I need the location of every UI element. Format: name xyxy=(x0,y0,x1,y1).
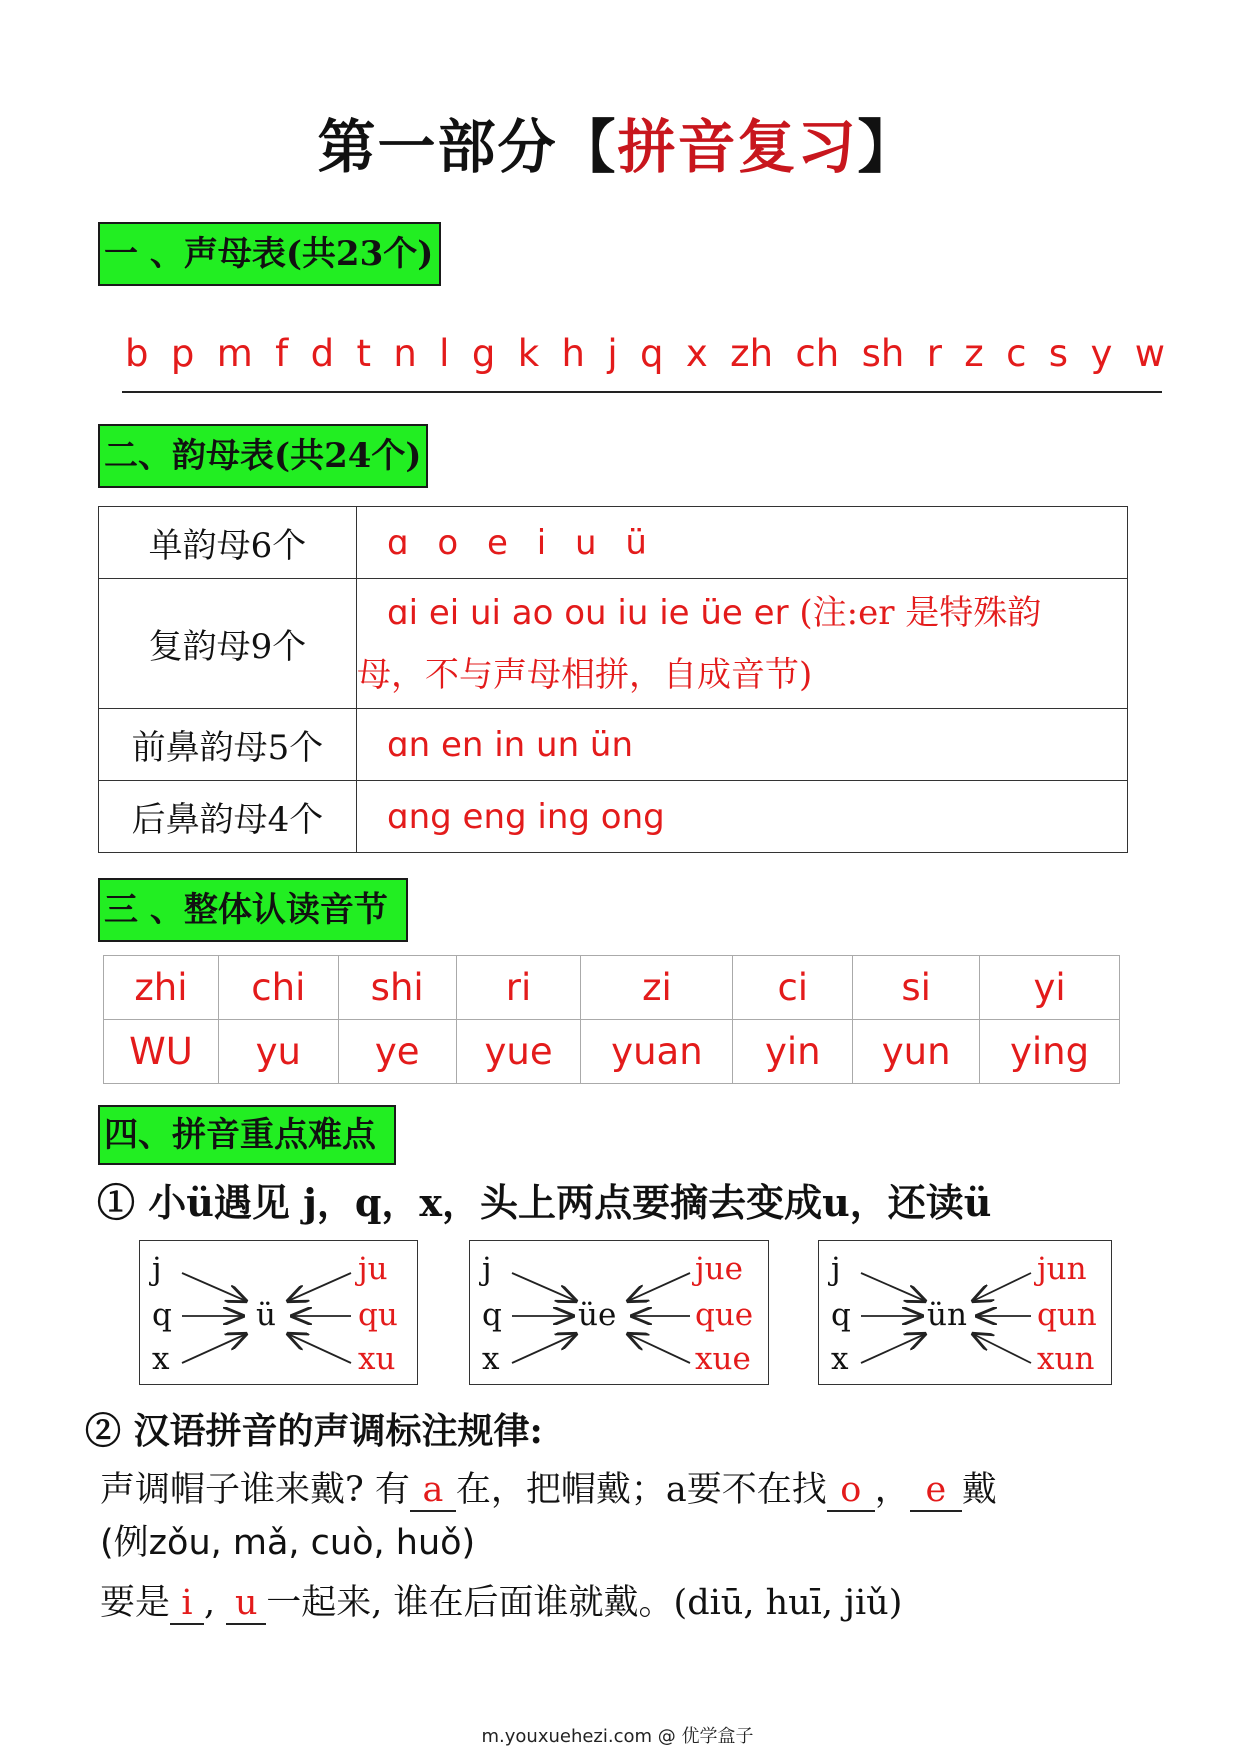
center-final: ün xyxy=(927,1297,967,1333)
initial-item: m xyxy=(216,332,253,375)
syllable-cell: ri xyxy=(456,956,581,1020)
initial-item: k xyxy=(517,332,540,375)
syllable-cell: yue xyxy=(456,1020,581,1084)
whole-syllables-table xyxy=(103,955,1120,1084)
initial-j: j xyxy=(152,1251,162,1287)
finals-value: ɑn en in un ün xyxy=(357,709,1128,781)
syllable-cell: yuan xyxy=(581,1020,733,1084)
initial-item: g xyxy=(471,332,496,375)
initial-item: z xyxy=(964,332,984,375)
initials-underline xyxy=(122,391,1162,393)
result-syllable: xue xyxy=(695,1341,751,1377)
result-syllable: qun xyxy=(1037,1297,1097,1333)
syllable-cell: yi xyxy=(980,956,1120,1020)
umlaut-rule-box xyxy=(469,1240,769,1385)
finals-value: ɑng eng ing ong xyxy=(357,781,1128,853)
initials-list xyxy=(125,332,1165,375)
center-final: üe xyxy=(578,1297,617,1333)
table-row xyxy=(99,507,1128,579)
result-syllable: que xyxy=(695,1297,754,1333)
initial-item: q xyxy=(640,332,664,375)
initial-item: w xyxy=(1134,332,1165,375)
footer-watermark: m.youxuehezi.com @ 优学盒子 xyxy=(481,1726,754,1747)
initial-item: h xyxy=(561,332,585,375)
page-title: 第一部分【拼音复习】 xyxy=(317,113,918,181)
answer-blank: i xyxy=(170,1583,204,1625)
initial-x: x xyxy=(152,1341,170,1377)
tone-rule-line-1: 声调帽子谁来戴? 有 a 在，把帽戴；a要不在找 o ， e 戴 xyxy=(100,1470,997,1510)
section-heading-key-points: 四、拼音重点难点 xyxy=(98,1105,396,1165)
umlaut-rule-box xyxy=(818,1240,1112,1385)
table-row xyxy=(104,1020,1120,1084)
initial-q: q xyxy=(152,1297,172,1333)
table-row xyxy=(104,956,1120,1020)
umlaut-rule-box xyxy=(139,1240,418,1385)
syllable-cell: zi xyxy=(581,956,733,1020)
result-syllable: jun xyxy=(1037,1251,1087,1287)
syllable-cell: ye xyxy=(338,1020,456,1084)
result-syllable: xu xyxy=(358,1341,396,1377)
tone-rule-line-3: 要是 i , u 一起来, 谁在后面谁就戴。(diū, huī, jiǔ) xyxy=(100,1583,903,1623)
result-syllable: ju xyxy=(358,1251,388,1287)
finals-label: 单韵母6个 xyxy=(99,507,357,579)
table-row xyxy=(99,781,1128,853)
section-heading-finals: 二、韵母表(共24个) xyxy=(98,424,428,488)
initial-item: d xyxy=(310,332,335,375)
tone-rule-examples: (例zǒu, mǎ, cuò, huǒ) xyxy=(100,1523,476,1563)
initial-x: x xyxy=(482,1341,500,1377)
initial-item: p xyxy=(170,332,195,375)
initial-item: zh xyxy=(730,332,774,375)
finals-value: ɑ o e i u ü xyxy=(357,507,1128,579)
syllable-cell: ying xyxy=(980,1020,1120,1084)
section-heading-whole-syllables: 三 、整体认读音节 xyxy=(98,878,408,942)
finals-label: 后鼻韵母4个 xyxy=(99,781,357,853)
initial-item: j xyxy=(607,332,618,375)
initial-x: x xyxy=(831,1341,849,1377)
syllable-cell: yun xyxy=(853,1020,980,1084)
result-syllable: qu xyxy=(358,1297,398,1333)
initial-item: s xyxy=(1048,332,1069,375)
finals-label: 复韵母9个 xyxy=(99,579,357,709)
initial-item: f xyxy=(275,332,289,375)
initial-item: n xyxy=(393,332,417,375)
answer-blank: e xyxy=(910,1470,962,1512)
syllable-cell: yu xyxy=(218,1020,338,1084)
syllable-cell: chi xyxy=(218,956,338,1020)
center-final: ü xyxy=(256,1297,276,1333)
answer-blank: a xyxy=(410,1470,456,1512)
section-heading-initials: 一 、声母表(共23个) xyxy=(98,222,441,286)
answer-blank: o xyxy=(827,1470,875,1512)
initial-j: j xyxy=(482,1251,492,1287)
result-syllable: xun xyxy=(1037,1341,1095,1377)
initial-item: b xyxy=(125,332,149,375)
initial-item: ch xyxy=(795,332,840,375)
result-syllable: jue xyxy=(695,1251,743,1287)
rule1-text: ① 小ü遇见 j，q，x，头上两点要摘去变成u，还读ü xyxy=(97,1180,992,1225)
initial-q: q xyxy=(831,1297,851,1333)
syllable-cell: ci xyxy=(733,956,853,1020)
initial-item: r xyxy=(926,332,942,375)
finals-label: 前鼻韵母5个 xyxy=(99,709,357,781)
initial-item: t xyxy=(356,332,371,375)
table-row xyxy=(99,709,1128,781)
table-row xyxy=(99,579,1128,709)
answer-blank: u xyxy=(226,1583,266,1625)
initial-item: sh xyxy=(861,332,905,375)
syllable-cell: WU xyxy=(104,1020,219,1084)
rule2-heading: ② 汉语拼音的声调标注规律: xyxy=(85,1410,543,1452)
syllable-cell: zhi xyxy=(104,956,219,1020)
syllable-cell: yin xyxy=(733,1020,853,1084)
initial-item: l xyxy=(439,332,450,375)
initial-item: x xyxy=(685,332,708,375)
finals-table xyxy=(98,506,1128,853)
syllable-cell: si xyxy=(853,956,980,1020)
initial-item: y xyxy=(1090,332,1113,375)
initial-q: q xyxy=(482,1297,502,1333)
initial-j: j xyxy=(831,1251,841,1287)
title-highlight: 拼音复习 xyxy=(617,113,858,181)
syllable-cell: shi xyxy=(338,956,456,1020)
initial-item: c xyxy=(1006,332,1027,375)
finals-value: ɑi ei ui ao ou iu ie üe er (注:er 是特殊韵 母，不与声母相拼，自成音节) xyxy=(357,579,1128,709)
